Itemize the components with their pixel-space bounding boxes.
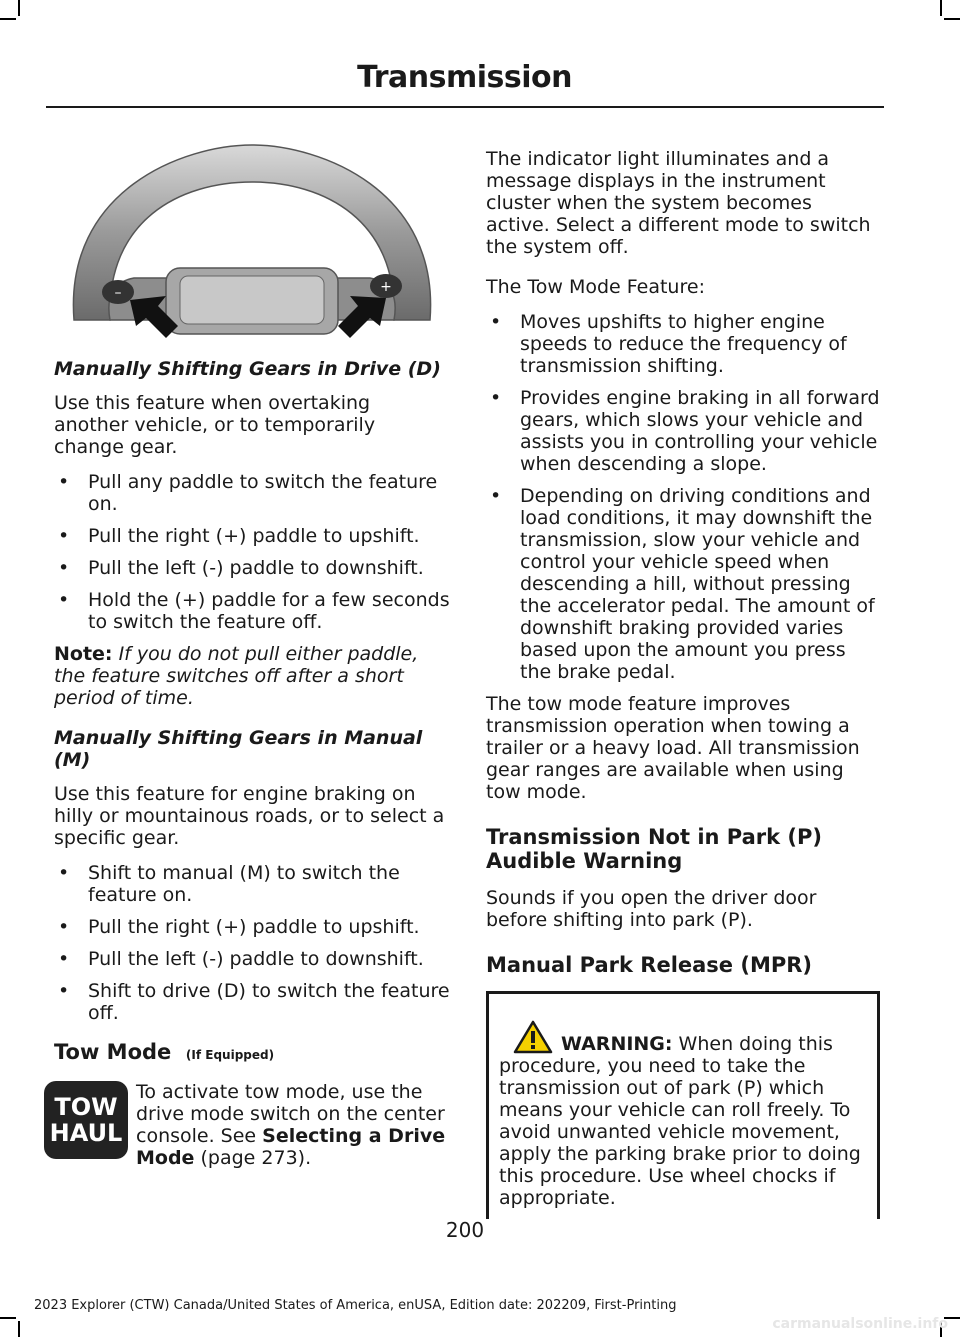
bullet-icon: • <box>490 387 502 409</box>
if-equipped-label: (If Equipped) <box>185 1048 275 1062</box>
manual-bullet-list <box>54 862 450 1024</box>
bullet-icon: • <box>58 471 70 493</box>
crop-mark <box>0 18 16 20</box>
manual-heading: Manually Shifting Gears in Manual (M) <box>54 727 423 771</box>
list-item: • Shift to manual (M) to switch the feature on. <box>58 862 400 906</box>
tow-mode-block <box>49 1081 450 1169</box>
crop-mark <box>18 1321 20 1337</box>
drive-intro: Use this feature when overtaking another vehicle, or to temporarily change gear. <box>54 392 376 458</box>
note-label: Note: <box>54 643 113 665</box>
right-column <box>486 148 880 1219</box>
tow-mode-text: To activate tow mode, use the drive mode switch on the center console. See Selecting a Drive Mode (page 273). <box>136 1081 446 1169</box>
svg-text:–: – <box>114 285 122 301</box>
svg-text:+: + <box>380 279 392 295</box>
tow-mode-heading: Tow Mode (If Equipped) <box>54 1040 275 1064</box>
drive-bullet-list <box>54 471 450 633</box>
crop-mark <box>0 1317 16 1319</box>
tow-haul-icon: TOW HAUL <box>44 1081 128 1159</box>
list-item: • Shift to drive (D) to switch the feature off. <box>58 980 450 1024</box>
not-in-park-heading: Transmission Not in Park (P) Audible Warning <box>486 825 822 873</box>
list-item: • Pull any paddle to switch the feature on. <box>58 471 438 515</box>
bullet-icon: • <box>58 980 70 1002</box>
list-item: • Pull the left (-) paddle to downshift. <box>58 557 424 579</box>
crop-mark <box>944 18 960 20</box>
note-text: If you do not pull either paddle, the feature switches off after a short period of time. <box>54 643 419 709</box>
page-number: 200 <box>445 1218 485 1242</box>
watermark: carmanualsonline.info <box>772 1316 948 1332</box>
left-column <box>49 130 450 1182</box>
list-item: • Hold the (+) paddle for a few seconds to switch the feature off. <box>58 589 450 633</box>
bullet-icon: • <box>58 589 70 611</box>
list-item: • Pull the right (+) paddle to upshift. <box>58 916 420 938</box>
indicator-text: The indicator light illuminates and a message displays in the instrument cluster when the system becomes active. Select a different mode to switch the system off. <box>486 148 871 258</box>
list-item: • Moves upshifts to higher engine speeds to reduce the frequency of transmission shifting. <box>490 311 847 377</box>
bullet-icon: • <box>58 862 70 884</box>
warning-box <box>486 991 880 1219</box>
drive-heading: Manually Shifting Gears in Drive (D) <box>54 358 441 380</box>
mpr-heading: Manual Park Release (MPR) <box>486 953 813 977</box>
warning-text: WARNING: When doing this procedure, you need to take the transmission out of park (P) which means your vehicle can roll freely. To avoid unwanted vehicle movement, apply the parking brake prior to doing this procedure. Use wheel chocks if appropriate. <box>499 1020 865 1209</box>
note <box>54 643 450 709</box>
bullet-icon: • <box>490 485 502 507</box>
warning-triangle-icon <box>513 1020 553 1054</box>
list-item: • Pull the left (-) paddle to downshift. <box>58 948 424 970</box>
section-title: Transmission <box>357 60 572 95</box>
footer: 2023 Explorer (CTW) Canada/United States of America, enUSA, Edition date: 202209, First-Printing <box>34 1298 677 1313</box>
crop-mark <box>18 0 20 16</box>
selecting-drive-mode-link[interactable]: Selecting a Drive Mode <box>136 1125 446 1169</box>
crop-mark <box>940 0 942 16</box>
manual-intro: Use this feature for engine braking on hilly or mountainous roads, or to select a specific gear. <box>54 783 445 849</box>
bullet-icon: • <box>58 916 70 938</box>
list-item: • Provides engine braking in all forward gears, which slows your vehicle and assists you in controlling your vehicle when descending a slope. <box>490 387 880 475</box>
steering-wheel-illustration <box>54 130 450 340</box>
list-item: • Pull the right (+) paddle to upshift. <box>58 525 420 547</box>
feature-intro: The Tow Mode Feature: <box>486 276 705 298</box>
improves-text: The tow mode feature improves transmission operation when towing a trailer or a heavy load. All transmission gear ranges are available when using tow mode. <box>486 693 860 803</box>
bullet-icon: • <box>58 557 70 579</box>
feature-bullet-list <box>486 311 880 683</box>
warning-label: WARNING: <box>561 1033 673 1055</box>
header-rule <box>46 106 884 108</box>
bullet-icon: • <box>490 311 502 333</box>
list-item: • Depending on driving conditions and load conditions, it may downshift the transmission, slow your vehicle and control your vehicle speed when descending a hill, without pressing the accelerator pedal. The amount of downshift braking provided varies based upon the amount you press the brake pedal. <box>490 485 875 683</box>
page-header <box>0 60 930 95</box>
bullet-icon: • <box>58 525 70 547</box>
bullet-icon: • <box>58 948 70 970</box>
not-in-park-text: Sounds if you open the driver door before shifting into park (P). <box>486 887 817 931</box>
